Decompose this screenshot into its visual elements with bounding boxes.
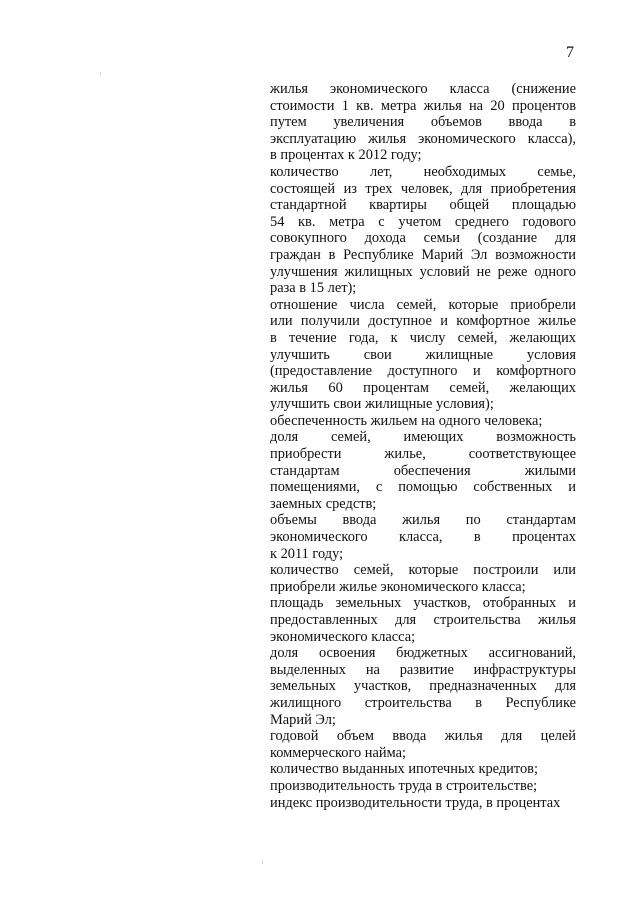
- text-line: количество лет, необходимых семье,: [270, 163, 576, 180]
- text-line: к 2011 году;: [270, 545, 344, 562]
- text-line: приобрести жилье, соответствующее: [270, 446, 576, 463]
- text-line: жилья 60 процентам семей, желающих: [270, 379, 576, 396]
- text-line: объемы ввода жилья по стандартам: [270, 512, 576, 529]
- text-line: в процентах к 2012 году;: [270, 147, 422, 164]
- text-line: стоимости 1 кв. метра жилья на 20 процентов: [270, 97, 576, 114]
- text-line: улучшения жилищных условий не реже одного: [270, 263, 576, 280]
- text-line: помещениями, с помощью собственных и: [270, 479, 576, 496]
- text-line: отношение числа семей, которые приобрели: [270, 296, 576, 313]
- text-line: эксплуатацию жилья экономического класса),: [270, 130, 576, 147]
- text-line: производительность труда в строительстве;: [270, 777, 538, 794]
- text-line: состоящей из трех человек, для приобретения: [270, 180, 576, 197]
- scan-artifact: [262, 860, 263, 864]
- text-line: количество выданных ипотечных кредитов;: [270, 761, 538, 778]
- text-line: совокупного дохода семьи (создание для: [270, 230, 576, 247]
- text-line: площадь земельных участков, отобранных и: [270, 595, 576, 612]
- text-line: или получили доступное и комфортное жилье: [270, 313, 576, 330]
- text-line: годовой объем ввода жилья для целей: [270, 728, 576, 745]
- text-line: экономического класса;: [270, 628, 416, 645]
- text-line: 54 кв. метра с учетом среднего годового: [270, 213, 576, 230]
- text-line: Марий Эл;: [270, 711, 336, 728]
- text-line: доля освоения бюджетных ассигнований,: [270, 645, 576, 662]
- text-line: предоставленных для строительства жилья: [270, 612, 576, 628]
- text-line: обеспеченность жильем на одного человека;: [270, 412, 543, 429]
- text-line: доля семей, имеющих возможность: [270, 429, 576, 446]
- text-line: земельных участков, предназначенных для: [270, 678, 576, 695]
- scan-artifact: [100, 72, 101, 75]
- text-line: жилищного строительства в Республике: [270, 694, 576, 711]
- text-line: выделенных на развитие инфраструктуры: [270, 661, 576, 678]
- text-line: путем увеличения объемов ввода в: [270, 114, 576, 131]
- text-line: стандартам обеспечения жилыми: [270, 462, 576, 479]
- text-line: приобрели жилье экономического класса;: [270, 578, 526, 595]
- text-line: в течение года, к числу семей, желающих: [270, 329, 576, 346]
- text-line: жилья экономического класса (снижение: [270, 81, 576, 97]
- text-line: улучшить свои жилищные условия: [270, 346, 576, 363]
- text-line: улучшить свои жилищные условия);: [270, 396, 494, 413]
- text-line: граждан в Республике Марий Эл возможности: [270, 246, 576, 263]
- text-line: индекс производительности труда, в процентах: [270, 794, 561, 811]
- text-line: количество семей, которые построили или: [270, 562, 576, 579]
- text-line: заемных средств;: [270, 495, 377, 512]
- text-line: коммерческого найма;: [270, 744, 406, 761]
- page-number: 7: [566, 44, 574, 61]
- text-line: стандартной квартиры общей площадью: [270, 197, 576, 214]
- text-line: экономического класса, в процентах: [270, 529, 576, 546]
- text-line: (предоставление доступного и комфортного: [270, 363, 576, 380]
- text-line: раза в 15 лет);: [270, 280, 357, 297]
- body-text: [270, 81, 576, 811]
